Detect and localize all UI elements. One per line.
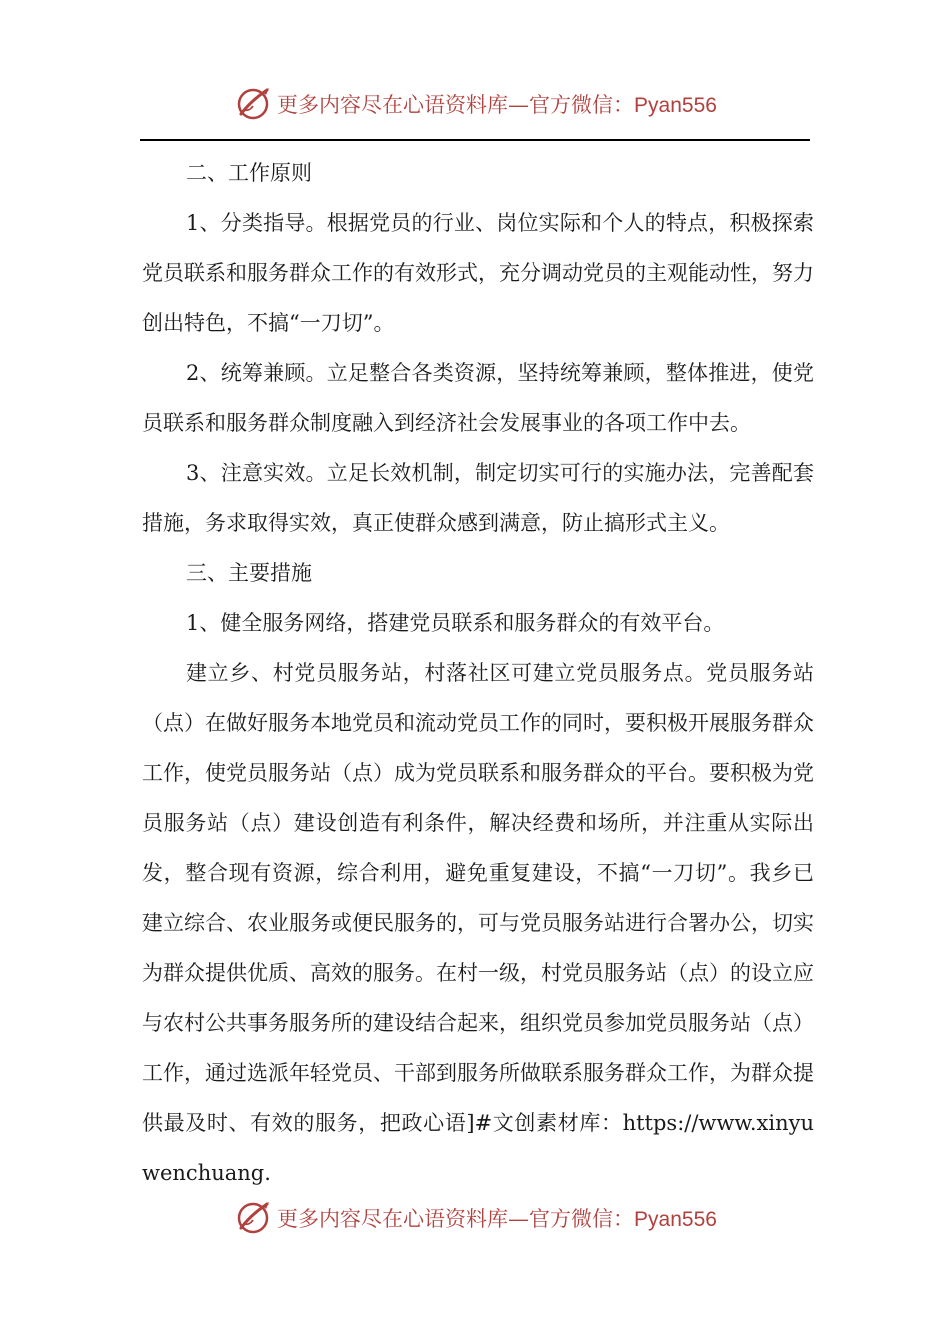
pen-logo-icon — [233, 84, 273, 124]
footer-wechat-id: Pyan556 — [634, 1208, 717, 1231]
header-wechat-id: Pyan556 — [634, 94, 717, 117]
footer-banner-text — [277, 1203, 717, 1233]
principle-1-paragraph: 1、分类指导。根据党员的行业、岗位实际和个人的特点，积极探索党员联系和服务群众工作的有效形式，充分调动党员的主观能动性，努力创出特色，不搞“一刀切”。 — [142, 211, 814, 335]
principle-2-paragraph: 2、统筹兼顾。立足整合各类资源，坚持统筹兼顾，整体推进，使党员联系和服务群众制度融入到经济社会发展事业的各项工作中去。 — [142, 361, 814, 435]
footer-banner — [0, 1196, 950, 1240]
header-banner-label: 更多内容尽在心语资料库—官方微信： — [277, 93, 635, 117]
section-3-heading: 三、主要措施 — [186, 561, 312, 585]
header-banner-text — [277, 89, 717, 119]
pen-logo-icon — [233, 1198, 273, 1238]
principle-3-paragraph: 3、注意实效。立足长效机制，制定切实可行的实施办法，完善配套措施，务求取得实效，真正使群众感到满意，防止搞形式主义。 — [142, 461, 814, 535]
section-2-heading: 二、工作原则 — [186, 161, 312, 185]
measure-1-body: 建立乡、村党员服务站，村落社区可建立党员服务点。党员服务站（点）在做好服务本地党员和流动党员工作的同时，要积极开展服务群众工作，使党员服务站（点）成为党员联系和服务群众的平台。要积极为党员服务站（点）建设创造有利条件，解决经费和场所，并注重从实际出发，整合现有资源，综合利用，避免重复建设，不搞“一刀切”。我乡已建立综合、农业服务或便民服务的，可与党员服务站进行合署办公，切实为群众提供优质、高效的服务。在村一级，村党员服务站（点）的设立应与农村公共事务服务所的建设结合起来，组织党员参加党员服务站（点）工作，通过选派年轻党员、干部到服务所做联系服务群众工作，为群众提供最及时、有效的服务，把政心语]#文创素材库：https://www.xinyuwenchuang. — [142, 661, 814, 1185]
measure-1-title: 1、健全服务网络，搭建党员联系和服务群众的有效平台。 — [186, 611, 725, 635]
header-banner — [0, 82, 950, 126]
footer-banner-label: 更多内容尽在心语资料库—官方微信： — [277, 1207, 635, 1231]
document-body — [142, 148, 814, 1198]
header-divider — [140, 139, 810, 141]
